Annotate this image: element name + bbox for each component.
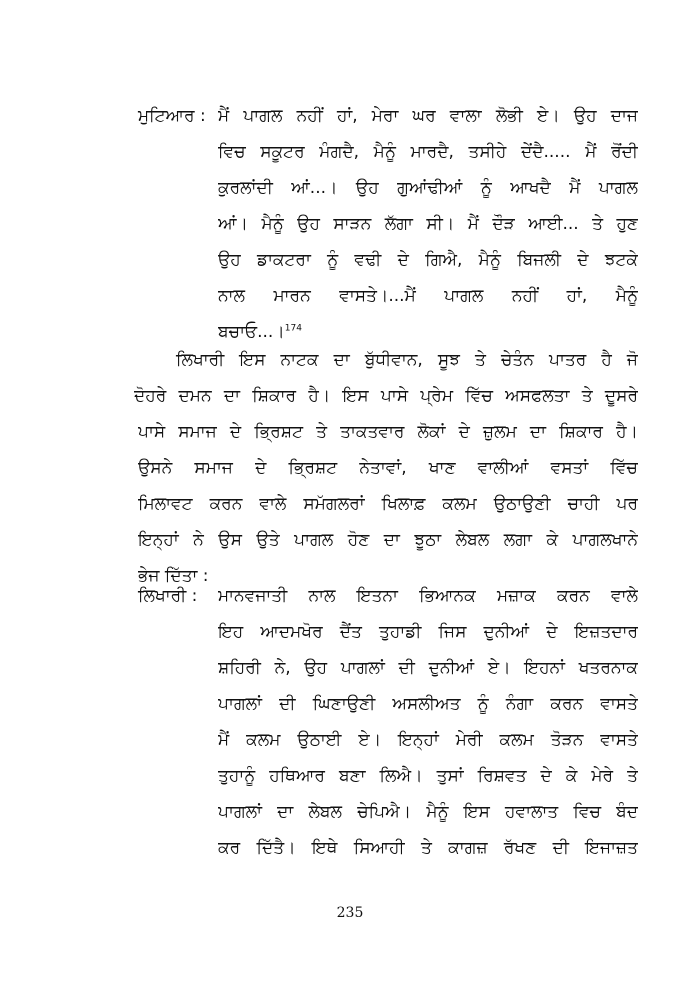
text-line: ਬਚਾਓ...। (218, 322, 285, 342)
text-line: ਵਿਚ ਸਕੂਟਰ ਮੰਗਦੈ, ਮੈਨੂੰ ਮਾਰਦੈ, ਤਸੀਹੇ ਦੇਂਦੈ..... ਮੈਂ ਰੋਂਦੀ (218, 142, 638, 162)
text-line: ਪਾਸੇ ਸਮਾਜ ਦੇ ਭ੍ਰਿਸ਼ਟ ਤੇ ਤਾਕਤਵਾਰ ਲੋਕਾਂ ਦੇ ਜ਼ੁਲਮ ਦਾ ਸ਼ਿਕਾਰ ਹੈ। (138, 422, 638, 442)
text-line: ਮੈਂ ਪਾਗਲ ਨਹੀਂ ਹਾਂ, ਮੇਰਾ ਘਰ ਵਾਲਾ ਲੋਭੀ ਏ। ਉਹ ਦਾਜ (218, 106, 638, 126)
text-line: ਪਾਗਲਾਂ ਦਾ ਲੇਬਲ ਚੇਪਿਐ। ਮੈਨੂੰ ਇਸ ਹਵਾਲਾਤ ਵਿਚ ਬੰਦ (218, 802, 638, 822)
text-line: ਇਹ ਆਦਮਖੋਰ ਦੈਂਤ ਤੁਹਾਡੀ ਜਿਸ ਦੁਨੀਆਂ ਦੇ ਇਜ਼ਤਦਾਰ (218, 622, 638, 642)
text-line: ਪਾਗਲਾਂ ਦੀ ਘਿਣਾਉਣੀ ਅਸਲੀਅਤ ਨੂੰ ਨੰਗਾ ਕਰਨ ਵਾਸਤੇ (218, 694, 638, 714)
text-line: ਭੇਜ ਦਿੱਤਾ : (138, 566, 209, 586)
text-line: ਨਾਲ ਮਾਰਨ ਵਾਸਤੇ।...ਮੈਂ ਪਾਗਲ ਨਹੀਂ ਹਾਂ, ਮੈਨੂੰ (218, 286, 638, 306)
text-line: ਉਸਨੇ ਸਮਾਜ ਦੇ ਭ੍ਰਿਸ਼ਟ ਨੇਤਾਵਾਂ, ਖਾਣ ਵਾਲੀਆਂ ਵਸਤਾਂ ਵਿੱਚ (138, 458, 638, 478)
text-line: ਲਿਖਾਰੀ ਇਸ ਨਾਟਕ ਦਾ ਬੁੱਧੀਵਾਨ, ਸੂਝ ਤੇ ਚੇਤੰਨ ਪਾਤਰ ਹੈ ਜੋ (176, 350, 638, 370)
text-line: ਕਰ ਦਿੱਤੈ। ਇਥੇ ਸਿਆਹੀ ਤੇ ਕਾਗਜ਼ ਰੱਖਣ ਦੀ ਇਜਾਜ਼ਤ (218, 838, 638, 858)
text-line: ਤੁਹਾਨੂੰ ਹਥਿਆਰ ਬਣਾ ਲਿਐ। ਤੁਸਾਂ ਰਿਸ਼ਵਤ ਦੇ ਕੇ ਮੇਰੇ ਤੇ (218, 766, 638, 786)
speaker-label: ਲਿਖਾਰੀ : (138, 586, 198, 606)
text-line: ਮਾਨਵਜਾਤੀ ਨਾਲ ਇਤਨਾ ਭਿਆਨਕ ਮਜ਼ਾਕ ਕਰਨ ਵਾਲੇ (218, 586, 638, 606)
footnote-marker: 174 (284, 323, 302, 334)
body-paragraph (134, 342, 638, 594)
text-line: ਉਹ ਡਾਕਟਰਾ ਨੂੰ ਵਢੀ ਦੇ ਗਿਐ, ਮੈਨੂੰ ਬਿਜਲੀ ਦੇ ਝਟਕੇ (218, 250, 638, 270)
text-line: ਕੁਰਲਾਂਦੀ ਆਂ...। ਉਹ ਗੁਆਂਢੀਆਂ ਨੂੰ ਆਖਦੈ ਮੈਂ ਪਾਗਲ (218, 178, 638, 198)
speaker-label: ਮੁਟਿਆਰ : (138, 106, 206, 126)
text-line: ਮਿਲਾਵਟ ਕਰਨ ਵਾਲੇ ਸਮੱਗਲਰਾਂ ਖਿਲਾਫ਼ ਕਲਮ ਉਠਾਉਣੀ ਚਾਹੀ ਪਰ (138, 494, 638, 514)
text-line: ਇਨ੍ਹਾਂ ਨੇ ਉਸ ਉਤੇ ਪਾਗਲ ਹੋਣ ਦਾ ਝੂਠਾ ਲੇਬਲ ਲਗਾ ਕੇ ਪਾਗਲਖਾਨੇ (138, 530, 638, 550)
dialogue-text (218, 578, 638, 866)
dialogue-text (218, 98, 638, 350)
text-line: ਆਂ। ਮੈਨੂੰ ਉਹ ਸਾੜਨ ਲੱਗਾ ਸੀ। ਮੈਂ ਦੌੜ ਆਈ... ਤੇ ਹੁਣ (218, 214, 638, 234)
text-line: ਮੈਂ ਕਲਮ ਉਠਾਈ ਏ। ਇਨ੍ਹਾਂ ਮੇਰੀ ਕਲਮ ਤੋੜਨ ਵਾਸਤੇ (218, 730, 638, 750)
text-line: ਸ਼ਹਿਰੀ ਨੇ, ਉਹ ਪਾਗਲਾਂ ਦੀ ਦੁਨੀਆਂ ਏ। ਇਹਨਾਂ ਖਤਰਨਾਕ (218, 658, 638, 678)
page-number: 235 (336, 905, 364, 921)
text-line: ਦੋਹਰੇ ਦਮਨ ਦਾ ਸ਼ਿਕਾਰ ਹੈ। ਇਸ ਪਾਸੇ ਪ੍ਰੇਮ ਵਿੱਚ ਅਸਫਲਤਾ ਤੇ ਦੂਸਰੇ (134, 386, 638, 406)
